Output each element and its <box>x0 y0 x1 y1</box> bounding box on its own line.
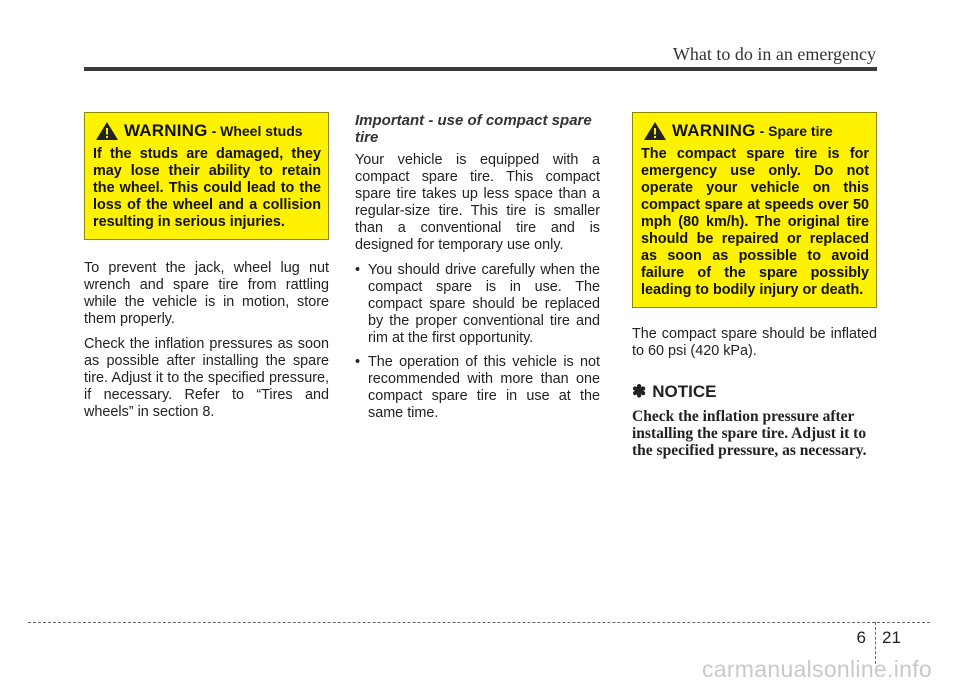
chapter-number: 6 <box>856 628 866 647</box>
paragraph-inflation-pressure: The compact spare should be inflated to 60 psi (420 kPa). <box>632 326 877 359</box>
paragraph-check-inflation: Check the inflation pressures as soon as possible after installing the spare tire. Adjust it to the specified pressure, if necessary. Refer to “Tires and wheels” in section 8. <box>84 336 329 420</box>
notice-asterisk-icon: ✽ <box>632 382 647 401</box>
warning-triangle-icon <box>95 121 119 141</box>
page-number: 21 <box>882 628 901 647</box>
list-item: • You should drive carefully when the compact spare is in use. The compact spare should be replaced by the proper conventional tire and rim at the first opportunity. <box>355 262 600 346</box>
bullet-list <box>355 262 600 422</box>
warning-box-spare-tire <box>632 112 877 308</box>
warning-header <box>641 121 869 141</box>
page-header-title: What to do in an emergency <box>672 44 876 64</box>
section-heading: Important - use of compact spare tire <box>355 112 592 146</box>
warning-header <box>93 121 321 141</box>
warning-subtitle: - Spare tire <box>759 123 833 139</box>
warning-subtitle: - Wheel studs <box>211 123 303 139</box>
notice-body: Check the inflation pressure after installing the spare tire. Adjust it to the specified pressure, as necessary. <box>632 408 867 459</box>
notice-header <box>632 382 877 402</box>
middle-column <box>355 112 600 429</box>
warning-triangle-icon <box>643 121 667 141</box>
notice-title: NOTICE <box>652 382 717 401</box>
warning-title: WARNING <box>124 121 208 140</box>
list-item: • The operation of this vehicle is not recommended with more than one compact spare tire in use at the same time. <box>355 354 600 421</box>
paragraph-compact-spare: Your vehicle is equipped with a compact spare tire. This compact spare tire takes up less space than a regular-size tire. This tire is smaller than a conventional tire and is designed for temporary use only. <box>355 152 600 253</box>
watermark: carmanualsonline.info <box>701 656 932 682</box>
warning-body: If the studs are damaged, they may lose their ability to retain the wheel. This could lead to the loss of the wheel and a collision resulting in serious injuries. <box>93 146 321 230</box>
right-column <box>632 112 877 459</box>
header-rule <box>84 67 877 71</box>
warning-box-wheel-studs <box>84 112 329 240</box>
paragraph-store-tools: To prevent the jack, wheel lug nut wrench and spare tire from rattling while the vehicle is in motion, store them properly. <box>84 260 329 327</box>
warning-title: WARNING <box>672 121 756 140</box>
left-column <box>84 112 329 429</box>
warning-body: The compact spare tire is for emergency use only. Do not operate your vehicle on this compact spare at speeds over 50 mph (80 km/h). The original tire should be repaired or replaced as soon as possible to avoid failure of the spare possibly leading to bodily injury or death. <box>641 146 869 298</box>
footer-rule <box>28 622 930 623</box>
